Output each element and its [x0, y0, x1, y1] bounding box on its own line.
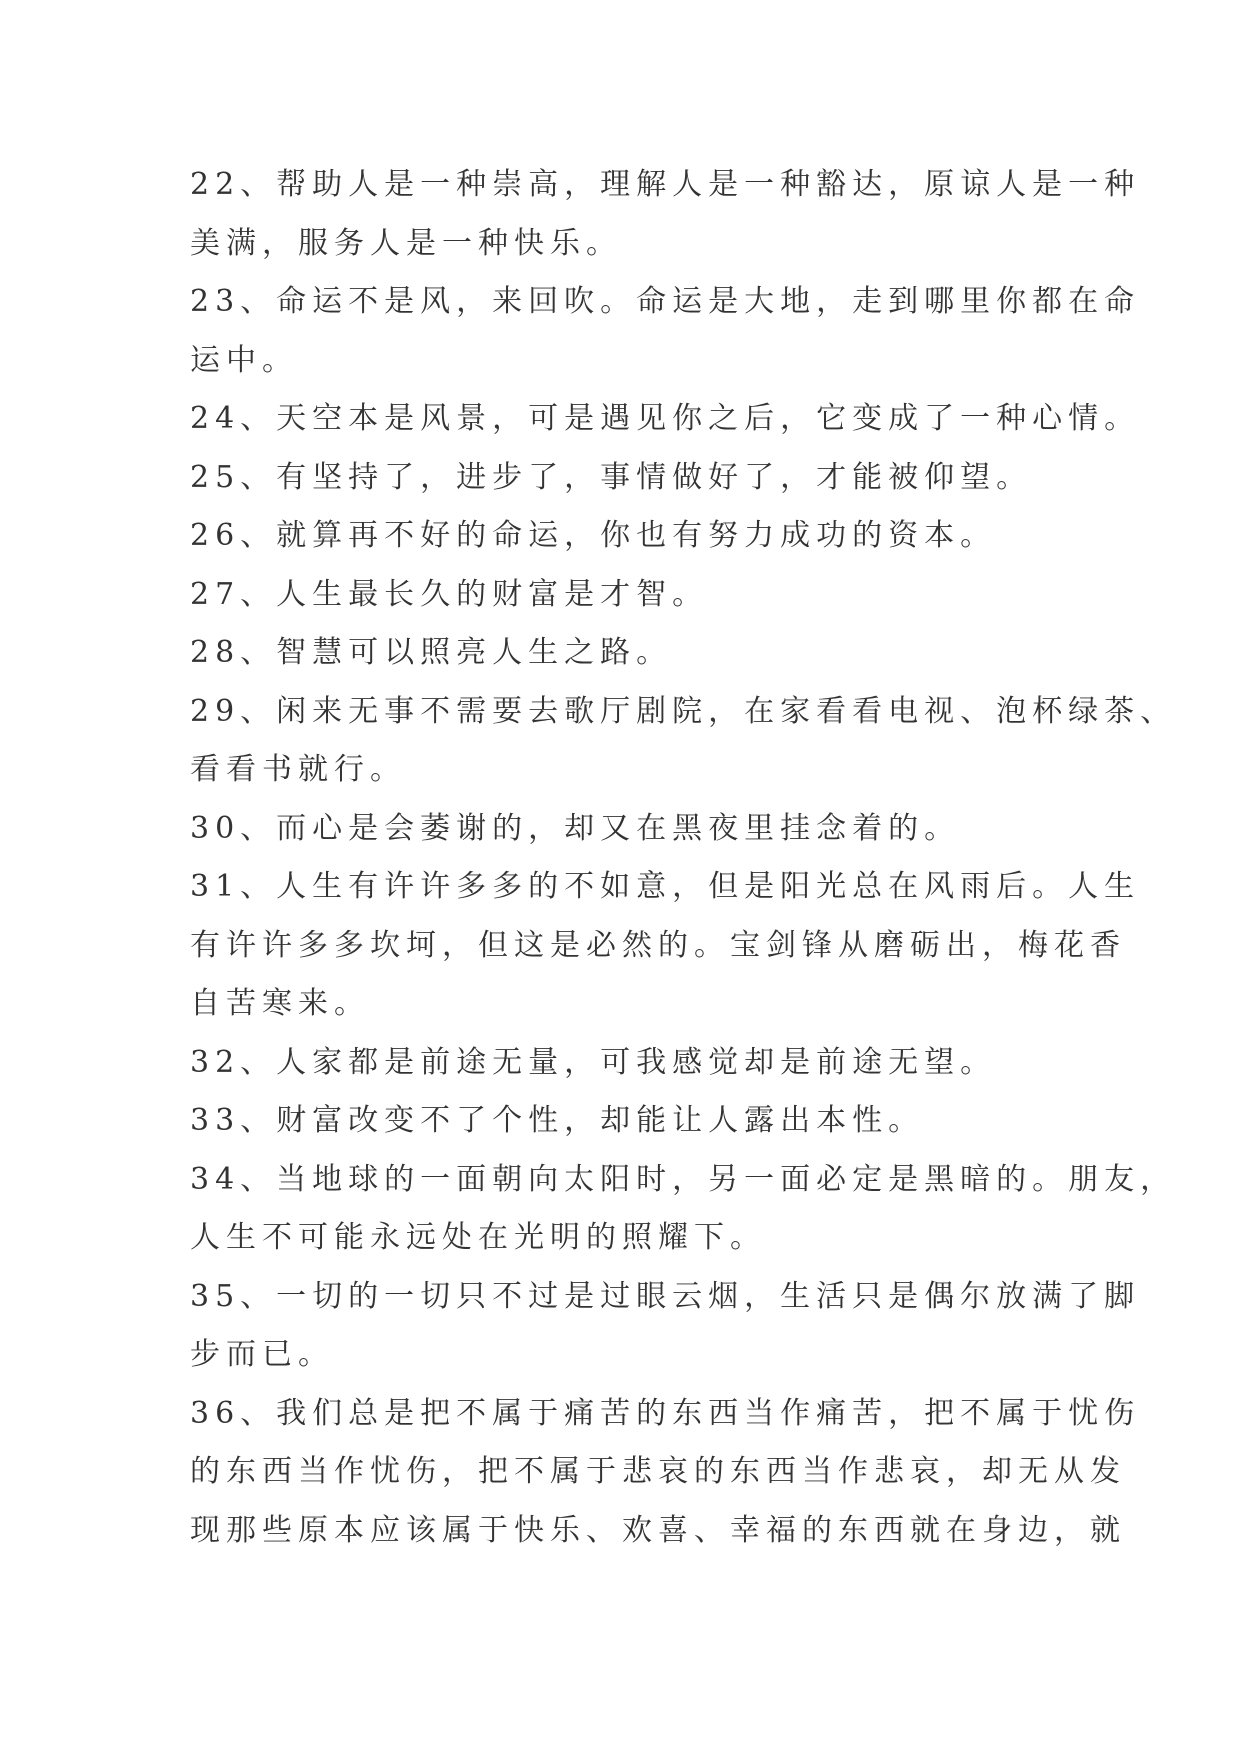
- quote-paragraph-35: [190, 1268, 1141, 1385]
- text-line: 看看书就行。: [190, 752, 406, 787]
- text-line: 29、闲来无事不需要去歌厅剧院，在家看看电视、泡杯绿茶、: [190, 693, 1177, 729]
- quote-paragraph-25: [190, 449, 1070, 508]
- text-line: 35、一切的一切只不过是过眼云烟，生活只是偶尔放满了脚: [190, 1278, 1141, 1314]
- text-line: 33、财富改变不了个性，却能让人露出本性。: [190, 1103, 925, 1138]
- quote-paragraph-26: [190, 507, 1070, 566]
- text-line: 25、有坚持了，进步了，事情做好了，才能被仰望。: [190, 459, 1033, 495]
- text-line: 23、命运不是风，来回吹。命运是大地，走到哪里你都在命: [190, 284, 1141, 319]
- quote-paragraph-33: [190, 1092, 1070, 1151]
- quote-paragraph-29: [190, 683, 1177, 800]
- quote-paragraph-28: [190, 624, 1070, 683]
- quote-paragraph-22: [190, 156, 1141, 273]
- text-line: 30、而心是会萎谢的，却又在黑夜里挂念着的。: [190, 810, 961, 846]
- quote-paragraph-31: [190, 858, 1141, 1034]
- quote-paragraph-24: [190, 390, 1141, 449]
- text-line: 的东西当作忧伤，把不属于悲哀的东西当作悲哀，却无从发: [190, 1454, 1126, 1489]
- quote-list: [190, 156, 1177, 1560]
- text-line: 31、人生有许许多多的不如意，但是阳光总在风雨后。人生: [190, 869, 1141, 904]
- text-line: 有许许多多坎坷，但这是必然的。宝剑锋从磨砺出，梅花香: [190, 927, 1126, 963]
- text-line: 24、天空本是风景，可是遇见你之后，它变成了一种心情。: [190, 401, 1141, 436]
- text-line: 34、当地球的一面朝向太阳时，另一面必定是黑暗的。朋友，: [190, 1161, 1177, 1197]
- text-line: 现那些原本应该属于快乐、欢喜、幸福的东西就在身边，就: [190, 1512, 1126, 1548]
- text-line: 26、就算再不好的命运，你也有努力成功的资本。: [190, 518, 997, 553]
- text-line: 自苦寒来。: [190, 986, 370, 1021]
- text-line: 美满，服务人是一种快乐。: [190, 225, 622, 261]
- quote-paragraph-23: [190, 273, 1141, 390]
- text-line: 28、智慧可以照亮人生之路。: [190, 635, 673, 670]
- text-line: 32、人家都是前途无量，可我感觉却是前途无望。: [190, 1044, 997, 1080]
- quote-paragraph-30: [190, 800, 1070, 859]
- text-line: 步而已。: [190, 1337, 334, 1372]
- quote-paragraph-36: [190, 1385, 1141, 1561]
- quote-paragraph-34: [190, 1151, 1177, 1268]
- text-line: 22、帮助人是一种崇高，理解人是一种豁达，原谅人是一种: [190, 167, 1141, 202]
- text-line: 27、人生最长久的财富是才智。: [190, 576, 709, 612]
- quote-paragraph-32: [190, 1034, 1070, 1093]
- text-line: 36、我们总是把不属于痛苦的东西当作痛苦，把不属于忧伤: [190, 1395, 1141, 1431]
- text-line: 人生不可能永远处在光明的照耀下。: [190, 1220, 766, 1255]
- quote-paragraph-27: [190, 566, 1070, 625]
- text-line: 运中。: [190, 342, 298, 378]
